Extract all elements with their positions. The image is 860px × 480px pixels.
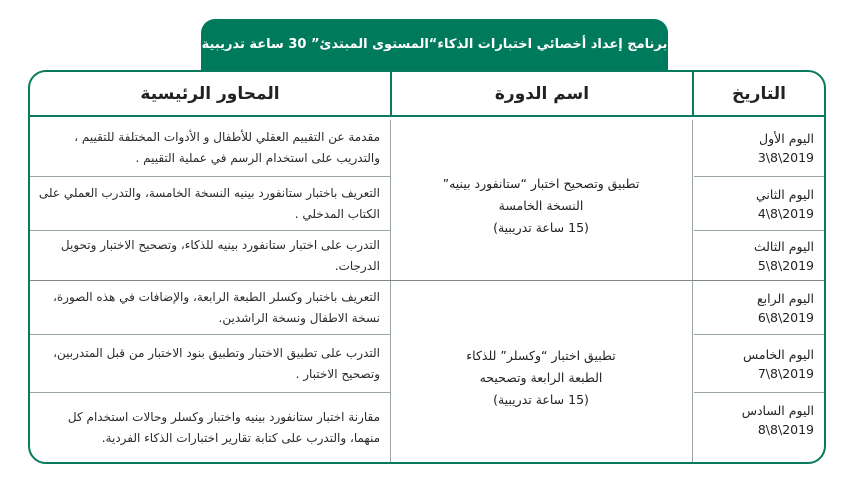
topic-cell — [36, 335, 380, 392]
column-divider — [390, 120, 391, 464]
course-cell — [395, 292, 687, 464]
topic-cell — [36, 393, 380, 463]
header-underline — [30, 115, 824, 117]
date-value: 7\8\2019 — [757, 365, 814, 381]
header-date: التاريخ — [732, 84, 786, 104]
topic-text: التعريف باختبار وكسلر الطبعة الرابعة، والإضافات في هذه الصورة، نسخة الاطفال ونسخة الراشدين. — [53, 289, 380, 325]
day-label: اليوم السادس — [741, 403, 814, 418]
topic-cell — [36, 177, 380, 230]
day-label: اليوم الخامس — [742, 346, 814, 362]
day-label: اليوم الأول — [759, 131, 814, 146]
date-value: 8\8\2019 — [757, 422, 814, 437]
date-cell — [694, 177, 814, 230]
header-topics: المحاور الرئيسية — [140, 84, 280, 104]
topic-text: مقدمة عن التقييم العقلي للأطفال و الأدوات المختلفة للتقييم ، والتدريب على استخدام الرسم في عملية التقييم . — [74, 130, 380, 165]
date-value: 5\8\2019 — [757, 257, 814, 273]
column-divider — [692, 120, 693, 464]
day-label: اليوم الرابع — [756, 290, 814, 306]
date-value: 4\8\2019 — [757, 205, 814, 221]
course-hours: (15 ساعة تدريبية) — [493, 392, 589, 407]
date-cell — [694, 281, 814, 334]
header-course: اسم الدورة — [494, 84, 590, 104]
course-name: تطبيق وتصحيح اختبار “ستانفورد بينيه” — [442, 176, 640, 191]
date-cell — [694, 231, 814, 280]
program-title: برنامج إعداد أخصائي اختبارات الذكاء“المستوى المبتدئ” 30 ساعة تدريبية — [201, 19, 668, 70]
day-label: اليوم الثالث — [753, 238, 814, 254]
topic-text: مقارنة اختبار ستانفورد بينيه واختبار وكسلر وحالات استخدام كل منهما، والتدرب على كتابة تقارير اختبارات الذكاء الفردية. — [67, 410, 380, 445]
topic-cell — [36, 120, 380, 176]
course-edition: الطبعة الرابعة وتصحيحه — [479, 370, 603, 385]
day-label: اليوم الثاني — [756, 186, 814, 202]
date-cell — [694, 120, 814, 176]
course-name: تطبيق اختبار “وكسلر” للذكاء — [466, 348, 616, 363]
topic-text: التدرب على اختبار ستانفورد بينيه للذكاء، وتصحيح الاختبار وتحويل الدرجات. — [60, 237, 380, 273]
topic-text: التدرب على تطبيق الاختبار وتطبيق بنود الاختبار من قبل المتدربين، وتصحيح الاختبار . — [53, 345, 380, 381]
topic-cell — [36, 231, 380, 280]
date-cell — [694, 335, 814, 392]
schedule-table — [28, 70, 826, 464]
course-edition: النسخة الخامسة — [498, 198, 584, 213]
date-cell — [694, 393, 814, 447]
topic-text: التعريف باختبار ستانفورد بينيه النسخة الخامسة، والتدرب العملي على الكتاب المدخلي . — [38, 185, 380, 221]
course-hours: (15 ساعة تدريبية) — [493, 220, 589, 235]
date-value: 3\8\2019 — [757, 150, 814, 165]
date-value: 6\8\2019 — [757, 309, 814, 325]
course-cell — [395, 132, 687, 280]
table-header — [30, 72, 824, 116]
topic-cell — [36, 281, 380, 334]
